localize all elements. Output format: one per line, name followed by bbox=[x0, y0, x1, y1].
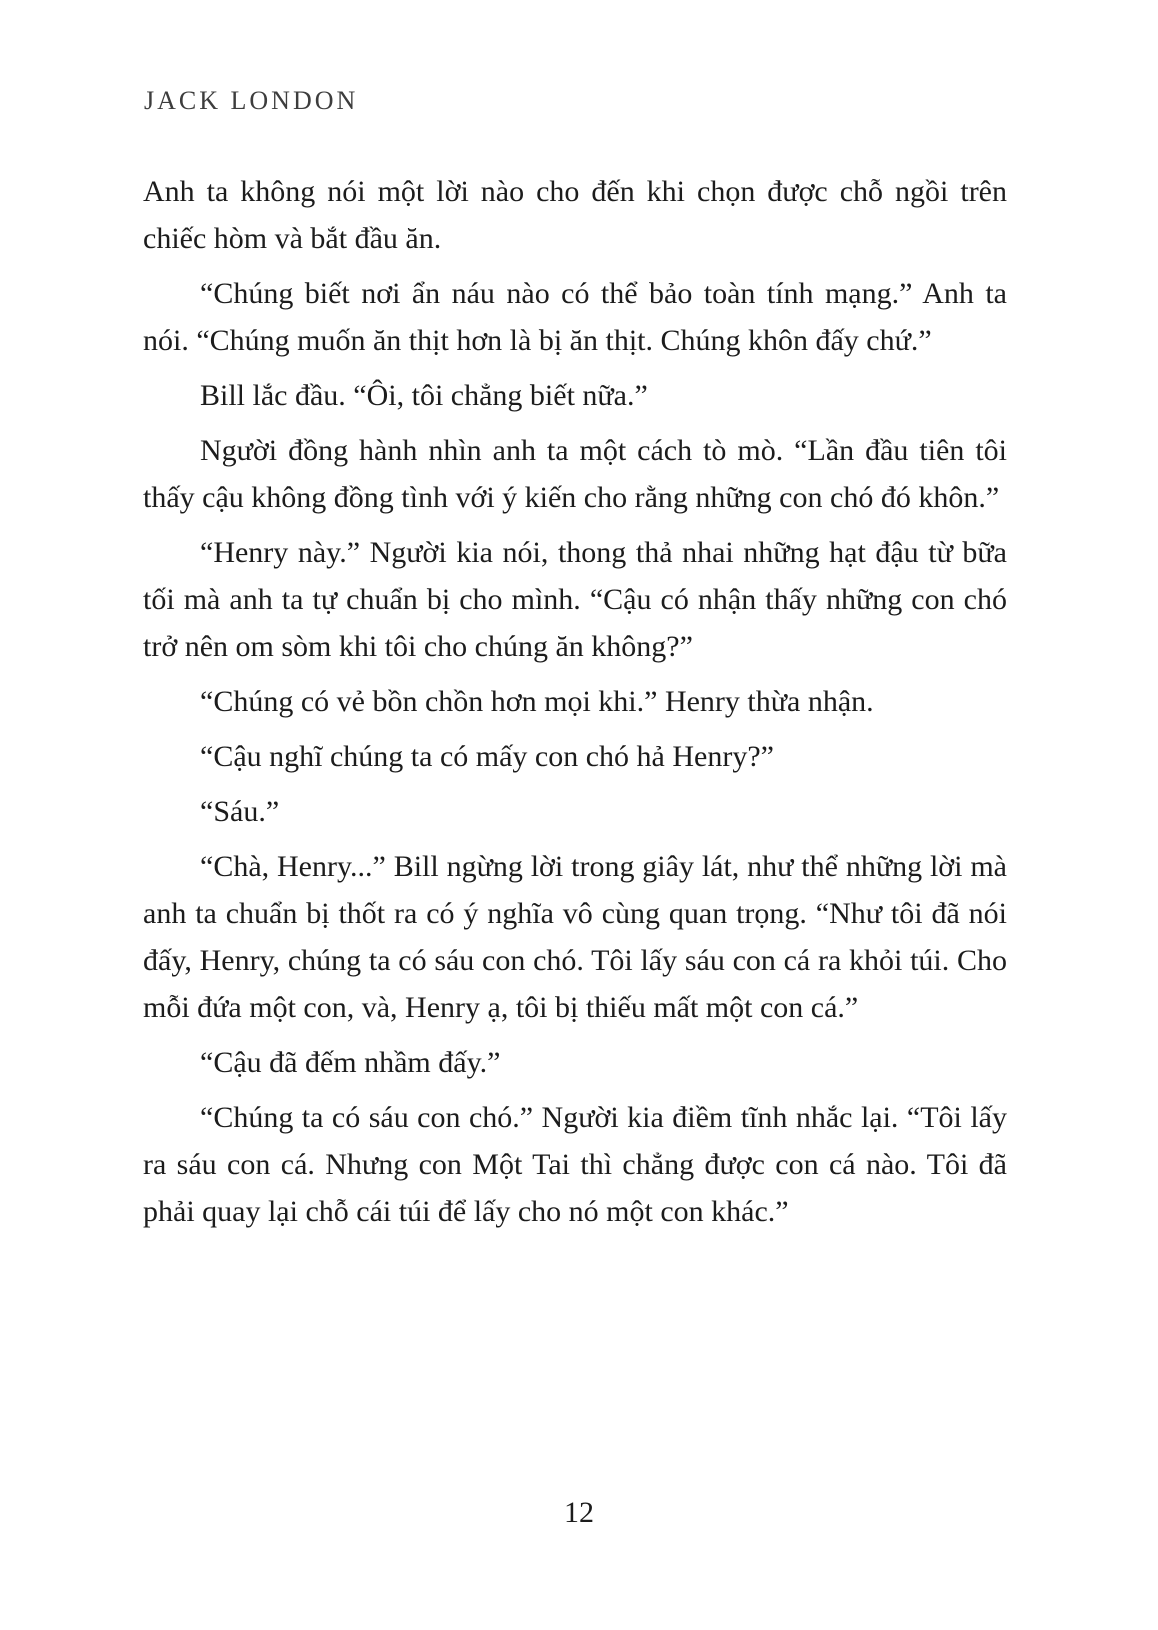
paragraph: “Sáu.” bbox=[200, 795, 280, 828]
paragraph: “Cậu đã đếm nhầm đấy.” bbox=[200, 1046, 501, 1079]
paragraph: “Chúng có vẻ bồn chồn hơn mọi khi.” Henry thừa nhận. bbox=[200, 685, 874, 718]
paragraph: “Henry này.” Người kia nói, thong thả nhai những hạt đậu từ bữa tối mà anh ta tự chuẩn bị cho mình. “Cậu có nhận thấy những con chó trở nên om sòm khi tôi cho chúng ăn không?” bbox=[143, 536, 1007, 663]
paragraph: “Chà, Henry...” Bill ngừng lời trong giây lát, như thể những lời mà anh ta chuẩn bị thốt ra có ý nghĩa vô cùng quan trọng. “Như tôi đã nói đấy, Henry, chúng ta có sáu con chó. Tôi lấy sáu con cá ra khỏi túi. Cho mỗi đứa một con, và, Henry ạ, tôi bị thiếu mất một con cá.” bbox=[143, 850, 1007, 1024]
running-header-author: JACK LONDON bbox=[144, 86, 359, 115]
page-text bbox=[143, 168, 1007, 1243]
paragraph: “Chúng biết nơi ẩn náu nào có thể bảo toàn tính mạng.” Anh ta nói. “Chúng muốn ăn thịt hơn là bị ăn thịt. Chúng khôn đấy chứ.” bbox=[143, 277, 1007, 357]
paragraph: “Cậu nghĩ chúng ta có mấy con chó hả Henry?” bbox=[200, 740, 774, 773]
paragraph: Anh ta không nói một lời nào cho đến khi chọn được chỗ ngồi trên chiếc hòm và bắt đầu ăn. bbox=[143, 175, 1007, 255]
paragraph: “Chúng ta có sáu con chó.” Người kia điềm tĩnh nhắc lại. “Tôi lấy ra sáu con cá. Nhưng con Một Tai thì chẳng được con cá nào. Tôi đã phải quay lại chỗ cái túi để lấy cho nó một con khác.” bbox=[143, 1101, 1007, 1228]
page-number: 12 bbox=[564, 1496, 594, 1529]
paragraph: Bill lắc đầu. “Ôi, tôi chẳng biết nữa.” bbox=[200, 379, 648, 412]
paragraph: Người đồng hành nhìn anh ta một cách tò mò. “Lần đầu tiên tôi thấy cậu không đồng tình với ý kiến cho rằng những con chó đó khôn.” bbox=[143, 434, 1007, 514]
